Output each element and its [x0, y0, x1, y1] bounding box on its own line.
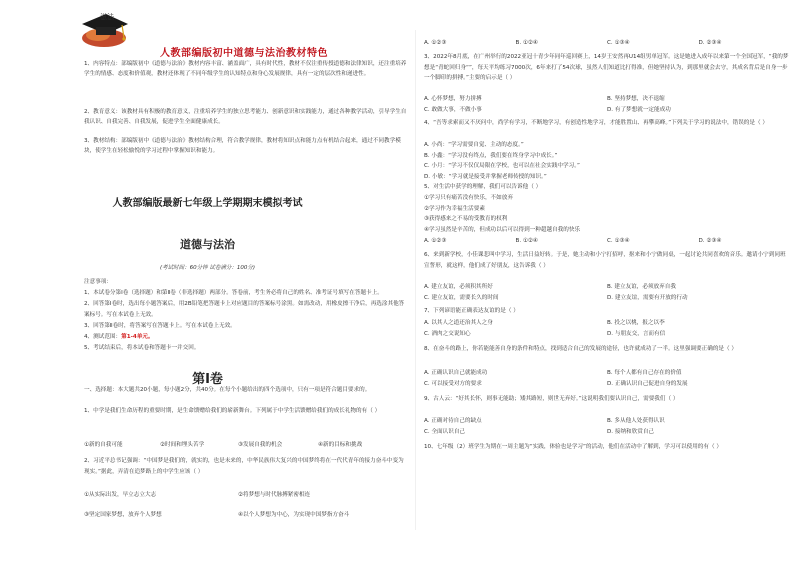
q8-option-b: B. 每个人都有自己存在的价值	[607, 370, 682, 376]
q8-options	[424, 368, 790, 389]
intro-paragraph-3: 3、教材结构：部编版初中《道德与法治》教材结构合理，符合教学规律，教材将知识点和能力点有机结合起来，通过不同教学模块，使学生在轻松愉悦的学习过程中掌握知识和能力。	[84, 138, 401, 154]
notes-item-2: 2、回答第Ⅰ卷时，选出每小题答案后，用2B铅笔把答题卡上对应题目的答案标号涂黑。如需改动，用橡皮擦干净后，再选涂其他答案标号。写在本试卷上无效。	[84, 301, 405, 318]
notes-item-4	[84, 332, 409, 343]
question-3: 3、2022年8月底，在广州举行的2022亚冠十青少年同年巡回赛上，14岁王安然再U14组男单冠军。这是她进入成年以来第一个全国冠军，“我的梦想是“青蛇回归身“”，每天平均练习7000次，6年来打了54次球，虽然人们知道比打得准，但她坚持认为，到那里就会去守，其成名背后是自身一步一个脚印的拼搏。”主要的启示是（ ）	[424, 54, 789, 81]
q7-option-b: B. 投之以桃，报之以李	[607, 320, 665, 326]
q9-option-d: D. 接纳和欣赏自己	[607, 428, 655, 435]
q4-option-d: D. 小敏：“学习就是接受并掌握老师传授的知识。”	[424, 173, 547, 180]
intro-paragraph-2: 2、教育意义：该教材具有积极的教育意义，注重培养学生的独立思考能力、创新意识和实践能力，通过各种教学活动，引导学生自我认识、自我完善、自我发展，促进学生全面健康成长。	[84, 109, 407, 125]
q5-statement-4: ④学习虽然是辛苦的，但成功以后可以得到一种超越自我的快乐	[424, 226, 581, 233]
q7-option-d: D. 与朋友交，言而有信	[607, 330, 666, 337]
section-instructions: 一、选择题：本大题共20小题，每小题2分，共40分。在每个小题给出的四个选项中，只有一项是符合题目要求的。	[84, 387, 371, 393]
q5-answer-b: B. ①②④	[515, 238, 538, 244]
q3-option-b: B. 坚持梦想，决不退缩	[607, 96, 665, 102]
notes-item-3: 3、回答第Ⅱ卷时，将答案写在答题卡上。写在本试卷上无效。	[84, 323, 236, 329]
q1-option-3: ③发展自我的机会	[238, 442, 283, 448]
q8-option-d: D. 正确认识自己促进自身的发展	[607, 380, 688, 387]
q4-option-c: C. 小月：“学习不仅仅局限在学校，也可以在社会实践中学习。”	[424, 163, 580, 169]
q2-answer-a: A. ①②③	[424, 40, 447, 46]
q2-option-4: ④以个人梦想为中心，为实现中国梦指方奋斗	[238, 512, 350, 518]
question-4: 4、“吾等求索而又不厌问中，尚学有学习，不断地学习，有创造性地学习，才能胜置山、再攀高峰。”下列关于学习的说法中，错误的是（ ）	[424, 120, 768, 126]
q9-options	[424, 416, 790, 437]
q7-options	[424, 318, 790, 339]
q1-option-4: ④新的目标和挑战	[318, 442, 363, 448]
q6-option-a: A. 建立友谊，必须积其所好	[424, 284, 493, 290]
q6-option-c: C. 建立友谊，需要长久的时间	[424, 294, 499, 301]
notes-heading: 注意事项：	[84, 279, 112, 285]
question-6: 6、来到新学校，小佳课悲叫中学习，生活日益好转。于是，她主动和小宁打招呼，抠来和小宁做同桌，一起讨论共同喜欢的音乐。邀请小宁到同班宣誓形，就这样，他们成了好朋友，这告诉我（ ）	[424, 252, 786, 269]
q9-option-c: C. 全面认识自己	[424, 428, 466, 435]
q1-option-2: ②时间和埋头苦学	[160, 442, 205, 448]
q1-option-1: ①新的自我可能	[84, 442, 123, 448]
q6-option-d: D. 建立友谊，需要有开放的行动	[607, 294, 688, 301]
q2-option-3: ③坚定国家梦想，放弃个人梦想	[84, 512, 162, 518]
q2-answer-d: D. ②③④	[698, 40, 722, 46]
question-5: 5、对生活中获学的理解，我们可以告诉他（ ）	[424, 184, 542, 190]
q3-option-d: D. 有了梦想就一定能成功	[607, 106, 671, 113]
q2-option-2: ②将梦想与时代脉搏紧密相连	[238, 492, 311, 498]
q2-option-1: ①从实际出发，早立志立大志	[84, 492, 157, 498]
q5-statement-3: ③获得感来之不易的受教育的权利	[424, 216, 508, 222]
q9-option-b: B. 多从他人处获得认识	[607, 418, 665, 424]
question-2: 2、习近平总书记强调：“中国梦是我们的，就实的，也是未来的，中华民族伟大复兴的中国梦终将在一代代青年的接力奋斗中变为现实。”据此，弄清在追梦路上的中学生应该（ ）	[84, 458, 404, 475]
logo-label: 滋法	[100, 13, 114, 21]
notes-section	[84, 277, 409, 354]
q2-answer-c: C. ①③④	[607, 40, 630, 46]
question-8: 8、在奋斗的路上，你若能能善自身的条件和特点，找到适合自己的发展的途径，也许就成功了一半。这里强调要正确的是（ ）	[424, 346, 737, 352]
q4-options	[424, 140, 790, 182]
exam-meta: (考试时间：60分钟 试卷满分：100分)	[159, 265, 256, 271]
feature-title: 人教部编版初中道德与法治教材特色	[160, 48, 328, 59]
question-9: 9、古人云：“好其长怀，则事无能助；矮其路短，则世无弃好。”这说明我们要认识自己，需要我们（ ）	[424, 396, 679, 402]
q5-statement-2: ②学习作为幸福生活要素	[424, 205, 485, 212]
q8-option-c: C. 可以接受对方的要求	[424, 380, 482, 387]
exam-subject: 道德与法治	[180, 238, 235, 251]
notes-item-5: 5、考试结束后，将本试卷和答题卡一并交回。	[84, 345, 200, 351]
question-10: 10、七年级（2）班学生为期在一周主题为“实践，体验也是学习”的活动，他们在活动中了解到，学习可以使用的有（ ）	[424, 444, 722, 450]
notes-range-value: 第1-4单元。	[121, 334, 154, 340]
q6-options	[424, 282, 790, 303]
q5-statement-1: ①学习只有痛苦没有快乐，不如放弃	[424, 195, 513, 201]
q5-answer-c: C. ①③④	[607, 238, 630, 244]
q3-option-a: A. 心怀梦想，努力拼搏	[424, 96, 482, 102]
notes-item-1: 1、本试卷分第Ⅰ卷（选择题）和第Ⅱ卷（非选择题）两部分。答卷前，考生务必将自己的姓名、准考证号填写在答题卡上。	[84, 290, 383, 296]
q9-option-a: A. 正确对待自己的缺点	[424, 418, 482, 424]
volume-heading: 第Ⅰ卷	[192, 372, 223, 387]
q6-option-b: B. 建立友谊，必须放弃自我	[607, 284, 676, 290]
q4-option-a: A. 小尚：“学习需要自觉、主动的态度。”	[424, 142, 524, 148]
notes-range-prefix: 4、测试范围：	[84, 334, 122, 340]
q7-option-a: A. 以其人之道还治其人之身	[424, 320, 493, 326]
q2-answer-row	[424, 38, 790, 49]
q4-option-b: B. 小鑫：“学习没有终点，我们要在终身学习中成长。”	[424, 152, 558, 159]
question-7: 7、下列谚语能正确表达友谊的是（ ）	[424, 308, 519, 314]
q3-options	[424, 94, 790, 115]
q3-option-c: C. 敢做大事，不做小事	[424, 106, 482, 113]
q7-option-c: C. 酒肉之交说知心	[424, 330, 471, 337]
intro-paragraph-1: 1、内容特点：部编版初中《道德与法治》教材内容丰富、涵盖面广，具有时代性，教材不仅注重传授道德和法律知识，还注重培养学生的情感、态度和价值观，教材还体现了不同年级学生的认知特点和身心发展规律，具有一定的层次性和递进性。	[84, 61, 407, 77]
q5-answer-row	[424, 236, 790, 247]
question-1: 1、中学是我们生命历程的重要时期，是生命馈赠给我们的崭新舞台。下列属于中学生活馈赠给我们的成长礼物的有（ ）	[84, 408, 381, 414]
q5-answer-a: A. ①②③	[424, 238, 447, 244]
q2-answer-b: B. ①②④	[515, 40, 538, 46]
column-divider	[415, 30, 416, 530]
q5-answer-d: D. ②③④	[698, 238, 722, 244]
q5-statements	[424, 193, 790, 235]
q8-option-a: A. 正确认识自己就能成功	[424, 370, 488, 376]
exam-title: 人教部编版最新七年级上学期期末模拟考试	[112, 198, 303, 209]
